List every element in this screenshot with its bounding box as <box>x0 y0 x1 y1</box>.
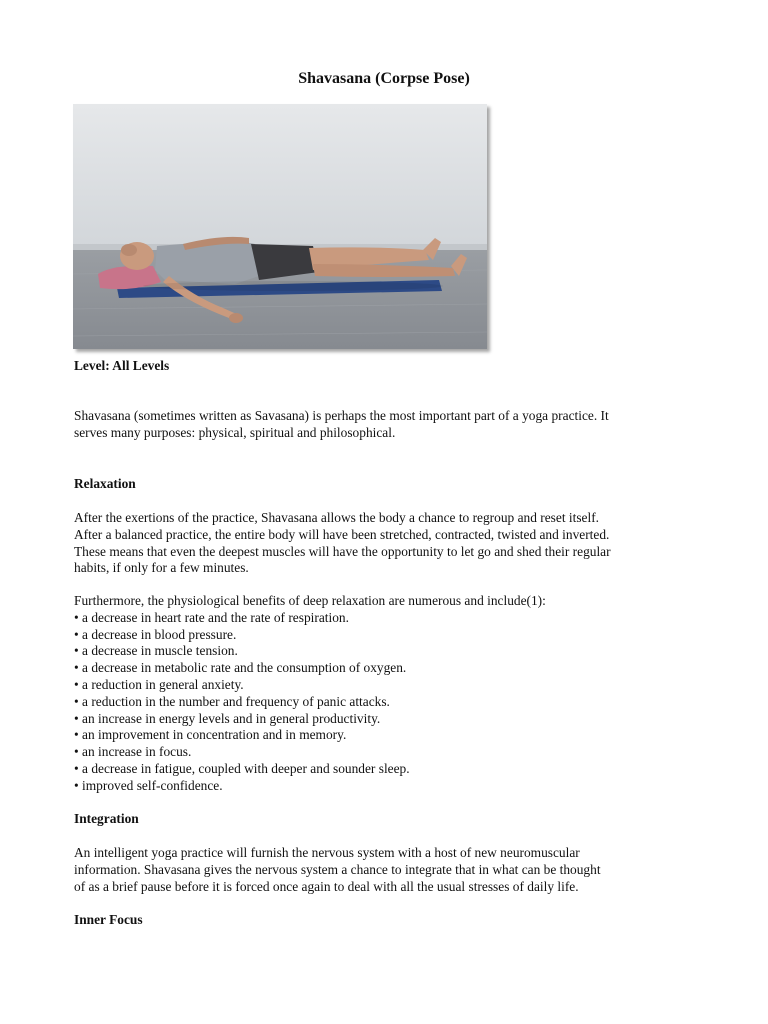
list-item: • an increase in focus. <box>74 744 192 760</box>
relaxation-line: After the exertions of the practice, Shavasana allows the body a chance to regroup and reset itself. <box>74 510 600 525</box>
list-item: • an increase in energy levels and in general productivity. <box>74 710 381 726</box>
benefits-list <box>74 610 704 795</box>
benefits-intro: Furthermore, the physiological benefits of deep relaxation are numerous and include(1): <box>74 593 546 608</box>
left-hand <box>229 313 243 323</box>
list-item: • a decrease in fatigue, coupled with deeper and sounder sleep. <box>74 760 410 776</box>
level-label: Level: All Levels <box>74 358 170 373</box>
intro-paragraph <box>74 408 704 442</box>
list-item: • a decrease in metabolic rate and the consumption of oxygen. <box>74 660 407 676</box>
list-item: • a decrease in muscle tension. <box>74 643 238 659</box>
pose-photo <box>73 104 487 349</box>
relaxation-line: After a balanced practice, the entire body will have been stretched, contracted, twisted and inverted. <box>74 526 610 542</box>
list-item: • improved self-confidence. <box>74 777 223 793</box>
integration-line: of as a brief pause before it is forced once again to deal with all the usual stresses of daily life. <box>74 878 579 894</box>
integration-heading: Integration <box>74 811 139 826</box>
integration-line: information. Shavasana gives the nervous system a chance to integrate that in what can be thought <box>74 861 601 877</box>
integration-paragraph <box>74 845 704 895</box>
relaxation-line: These means that even the deepest muscles will have the opportunity to let go and shed their regular <box>74 543 611 559</box>
list-item: • a decrease in heart rate and the rate of respiration. <box>74 609 349 625</box>
document-title: Shavasana (Corpse Pose) <box>298 70 470 87</box>
intro-line: Shavasana (sometimes written as Savasana) is perhaps the most important part of a yoga practice. It <box>74 408 609 423</box>
wall <box>73 104 487 249</box>
list-item: • a reduction in the number and frequency of panic attacks. <box>74 693 390 709</box>
body-shadow <box>143 281 443 291</box>
corpse-pose-image <box>73 104 487 349</box>
relaxation-paragraph <box>74 510 704 577</box>
relaxation-heading: Relaxation <box>74 476 136 491</box>
intro-line: serves many purposes: physical, spiritual and philosophical. <box>74 424 396 440</box>
relaxation-line: habits, if only for a few minutes. <box>74 560 249 576</box>
list-item: • a reduction in general anxiety. <box>74 676 244 692</box>
benefits-block <box>74 593 704 795</box>
list-item: • an improvement in concentration and in memory. <box>74 727 347 743</box>
face-shadow <box>121 244 137 256</box>
list-item: • a decrease in blood pressure. <box>74 626 237 642</box>
integration-line: An intelligent yoga practice will furnish the nervous system with a host of new neuromuscular <box>74 845 580 860</box>
inner-focus-heading: Inner Focus <box>74 912 143 927</box>
